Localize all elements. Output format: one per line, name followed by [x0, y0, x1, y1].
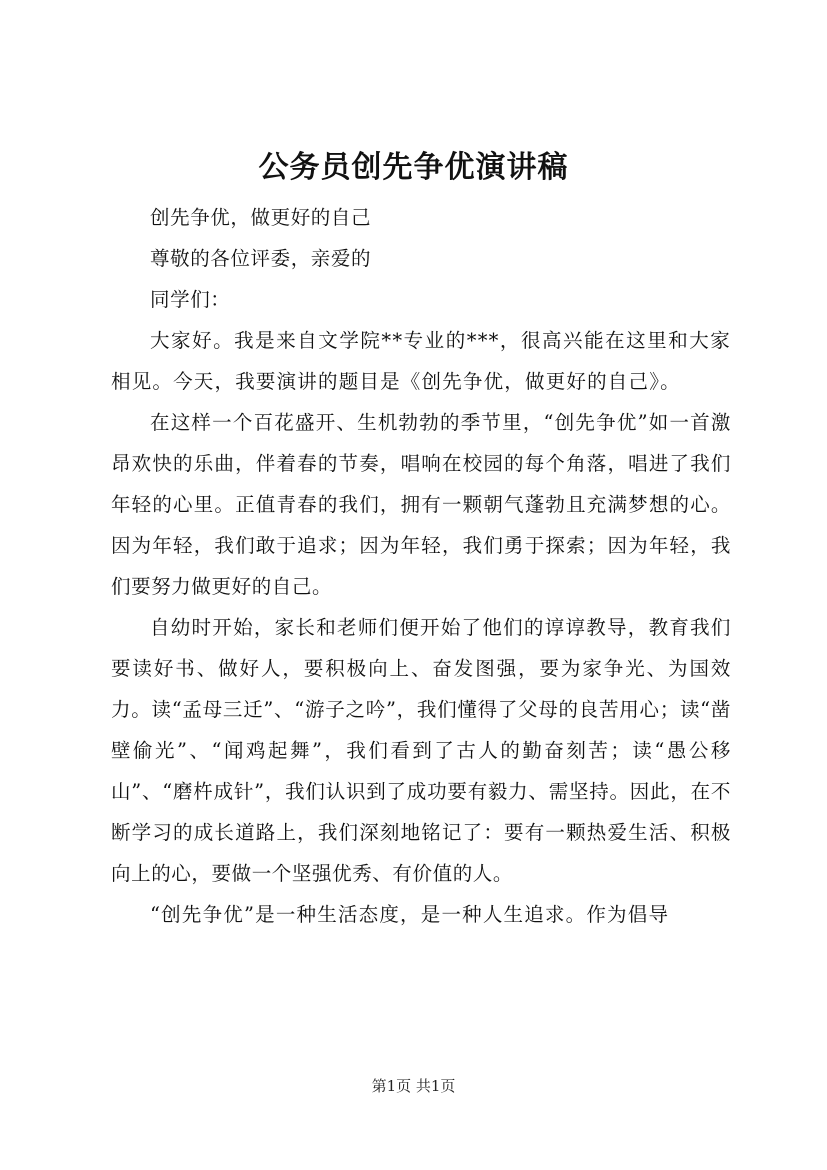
- salutation-line-2: 同学们：: [150, 288, 231, 311]
- document-body: [111, 197, 731, 935]
- speech-subtitle: 创先争优，做更好的自己: [150, 206, 372, 229]
- body-paragraph: 在这样一个百花盛开、生机勃勃的季节里，“创先争优”如一首激昂欢快的乐曲，伴着春的节奏，唱响在校园的每个角落，唱进了我们年轻的心里。正值青春的我们，拥有一颗朝气蓬勃且充满梦想的心。因为年轻，我们敢于追求；因为年轻，我们勇于探索；因为年轻，我们要努力做更好的自己。: [111, 411, 731, 598]
- page-title: 公务员创先争优演讲稿: [258, 150, 569, 185]
- salutation-line-1: 尊敬的各位评委，亲爱的: [150, 247, 372, 270]
- body-paragraph: “创先争优”是一种生活态度，是一种人生追求。作为倡导: [150, 903, 670, 926]
- page-number-footer: 第1页 共1页: [371, 1077, 456, 1095]
- body-paragraph: 大家好。我是来自文学院**专业的***，很高兴能在这里和大家相见。今天，我要演讲的题目是《创先争优，做更好的自己》。: [111, 329, 731, 393]
- body-paragraph: 自幼时开始，家长和老师们便开始了他们的谆谆教导，教育我们要读好书、做好人，要积极向上、奋发图强，要为家争光、为国效力。读“孟母三迁”、“游子之吟”，我们懂得了父母的良苦用心；读“凿壁偷光”、“闻鸡起舞”，我们看到了古人的勤奋刻苦；读“愚公移山”、“磨杵成针”，我们认识到了成功要有毅力、需坚持。因此，在不断学习的成长道路上，我们深刻地铭记了：要有一颗热爱生活、积极向上的心，要做一个坚强优秀、有价值的人。: [111, 616, 731, 885]
